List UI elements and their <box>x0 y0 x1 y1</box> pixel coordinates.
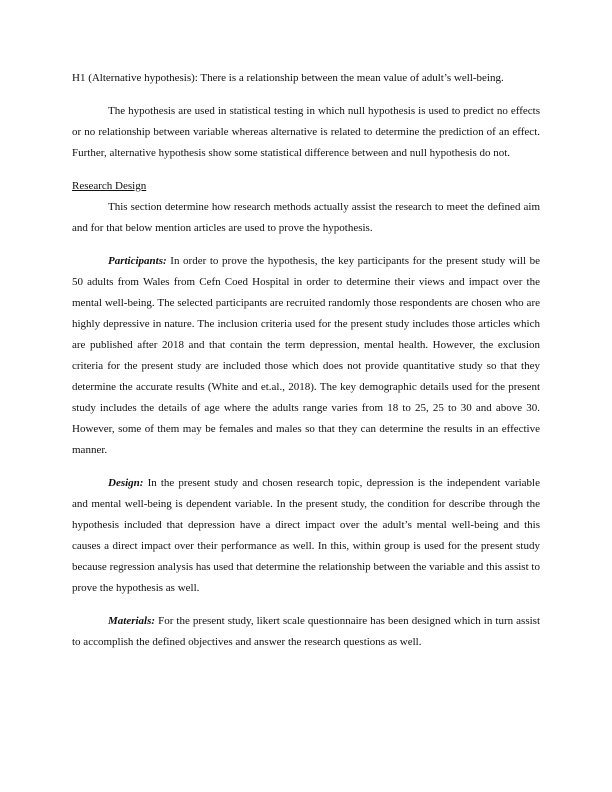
design-label: Design: <box>108 477 144 489</box>
materials-text: For the present study, likert scale questionnaire has been designed which in turn assist to accomplish the defined objectives and answer the research questions as well. <box>72 615 540 648</box>
participants-text: In order to prove the hypothesis, the key participants for the present study will be 50 adults from Wales from Cefn Coed Hospital in order to determine their views and impact over the mental well-being. The selected participants are recruited randomly those respondents are chosen who are highly depressive in nature. The inclusion criteria used for the present study includes those articles which are published after 2018 and that contain the term depression, mental health. However, the exclusion criteria for the present study are included those which does not provide quantitative study so that they determine the accurate results (White and et.al., 2018). The key demographic details used for the present study includes the details of age where the adults range varies from 18 to 25, 25 to 30 and above 30. However, some of them may be females and males so that they can determine the results in an effective manner. <box>72 255 540 456</box>
section-heading: Research Design <box>72 180 147 192</box>
materials-paragraph <box>72 611 540 653</box>
materials-label: Materials: <box>108 615 156 627</box>
section-intro-paragraph: This section determine how research methods actually assist the research to meet the defined aim and for that below mention articles are used to prove the hypothesis. <box>72 201 540 234</box>
design-paragraph <box>72 473 540 599</box>
participants-paragraph <box>72 251 540 461</box>
hypothesis-explanation-paragraph: The hypothesis are used in statistical testing in which null hypothesis is used to predict no effects or no relationship between variable whereas alternative is related to determine the prediction of an effect. Further, alternative hypothesis show some statistical difference between and null hypothesis do not. <box>72 105 540 159</box>
design-text: In the present study and chosen research topic, depression is the independent variable and mental well-being is dependent variable. In the present study, the condition for describe through the hypothesis included that depression have a direct impact over the adult’s mental well-being and this causes a direct impact over their performance as well. In this, within group is used for the present study because regression analysis has used that determine the relationship between the variable and this assist to prove the hypothesis as well. <box>72 477 540 594</box>
document-page <box>72 68 540 653</box>
participants-label: Participants: <box>108 255 167 267</box>
hypothesis-paragraph: H1 (Alternative hypothesis): There is a relationship between the mean value of adult’s well-being. <box>72 72 504 84</box>
